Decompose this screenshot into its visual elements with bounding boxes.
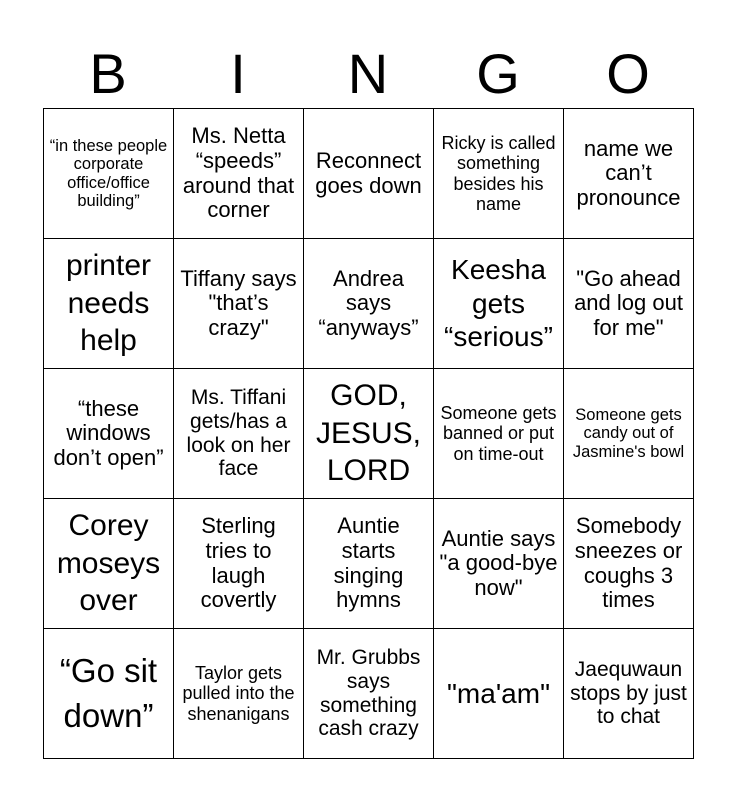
bingo-cell[interactable]: Jaequwaun stops by just to chat: [564, 629, 694, 759]
bingo-cell[interactable]: Somebody sneezes or coughs 3 times: [564, 499, 694, 629]
bingo-cell[interactable]: name we can’t pronounce: [564, 109, 694, 239]
header-letter-o: O: [606, 42, 650, 105]
bingo-cell[interactable]: Ricky is called something besides his name: [434, 109, 564, 239]
board-row-4: [44, 499, 694, 629]
bingo-cell[interactable]: Andrea says “anyways”: [304, 239, 434, 369]
bingo-cell[interactable]: printer needs help: [44, 239, 174, 369]
bingo-cell[interactable]: Tiffany says "that’s crazy": [174, 239, 304, 369]
bingo-cell[interactable]: Auntie starts singing hymns: [304, 499, 434, 629]
bingo-cell[interactable]: GOD, JESUS, LORD: [304, 369, 434, 499]
board-row-3: [44, 369, 694, 499]
bingo-cell[interactable]: Ms. Tiffani gets/has a look on her face: [174, 369, 304, 499]
bingo-header: [43, 40, 693, 108]
header-letter-i: I: [230, 42, 246, 105]
board-row-5: [44, 629, 694, 759]
bingo-cell[interactable]: Ms. Netta “speeds” around that corner: [174, 109, 304, 239]
header-letter-g: G: [476, 42, 520, 105]
header-letter-n: N: [347, 42, 389, 105]
bingo-cell[interactable]: Sterling tries to laugh covertly: [174, 499, 304, 629]
bingo-cell[interactable]: Someone gets banned or put on time-out: [434, 369, 564, 499]
board-row-1: [44, 109, 694, 239]
bingo-cell[interactable]: Auntie says "a good-bye now": [434, 499, 564, 629]
bingo-cell[interactable]: Mr. Grubbs says something cash crazy: [304, 629, 434, 759]
bingo-board: [43, 108, 694, 759]
bingo-cell[interactable]: Taylor gets pulled into the shenanigans: [174, 629, 304, 759]
bingo-cell[interactable]: Keesha gets “serious”: [434, 239, 564, 369]
bingo-cell[interactable]: "ma'am": [434, 629, 564, 759]
bingo-cell[interactable]: "Go ahead and log out for me": [564, 239, 694, 369]
bingo-cell[interactable]: “Go sit down”: [44, 629, 174, 759]
bingo-cell[interactable]: Reconnect goes down: [304, 109, 434, 239]
bingo-cell[interactable]: “in these people corporate office/office building”: [44, 109, 174, 239]
bingo-cell[interactable]: “these windows don’t open”: [44, 369, 174, 499]
board-row-2: [44, 239, 694, 369]
header-letter-b: B: [89, 42, 127, 105]
bingo-cell[interactable]: Someone gets candy out of Jasmine's bowl: [564, 369, 694, 499]
bingo-cell[interactable]: Corey moseys over: [44, 499, 174, 629]
